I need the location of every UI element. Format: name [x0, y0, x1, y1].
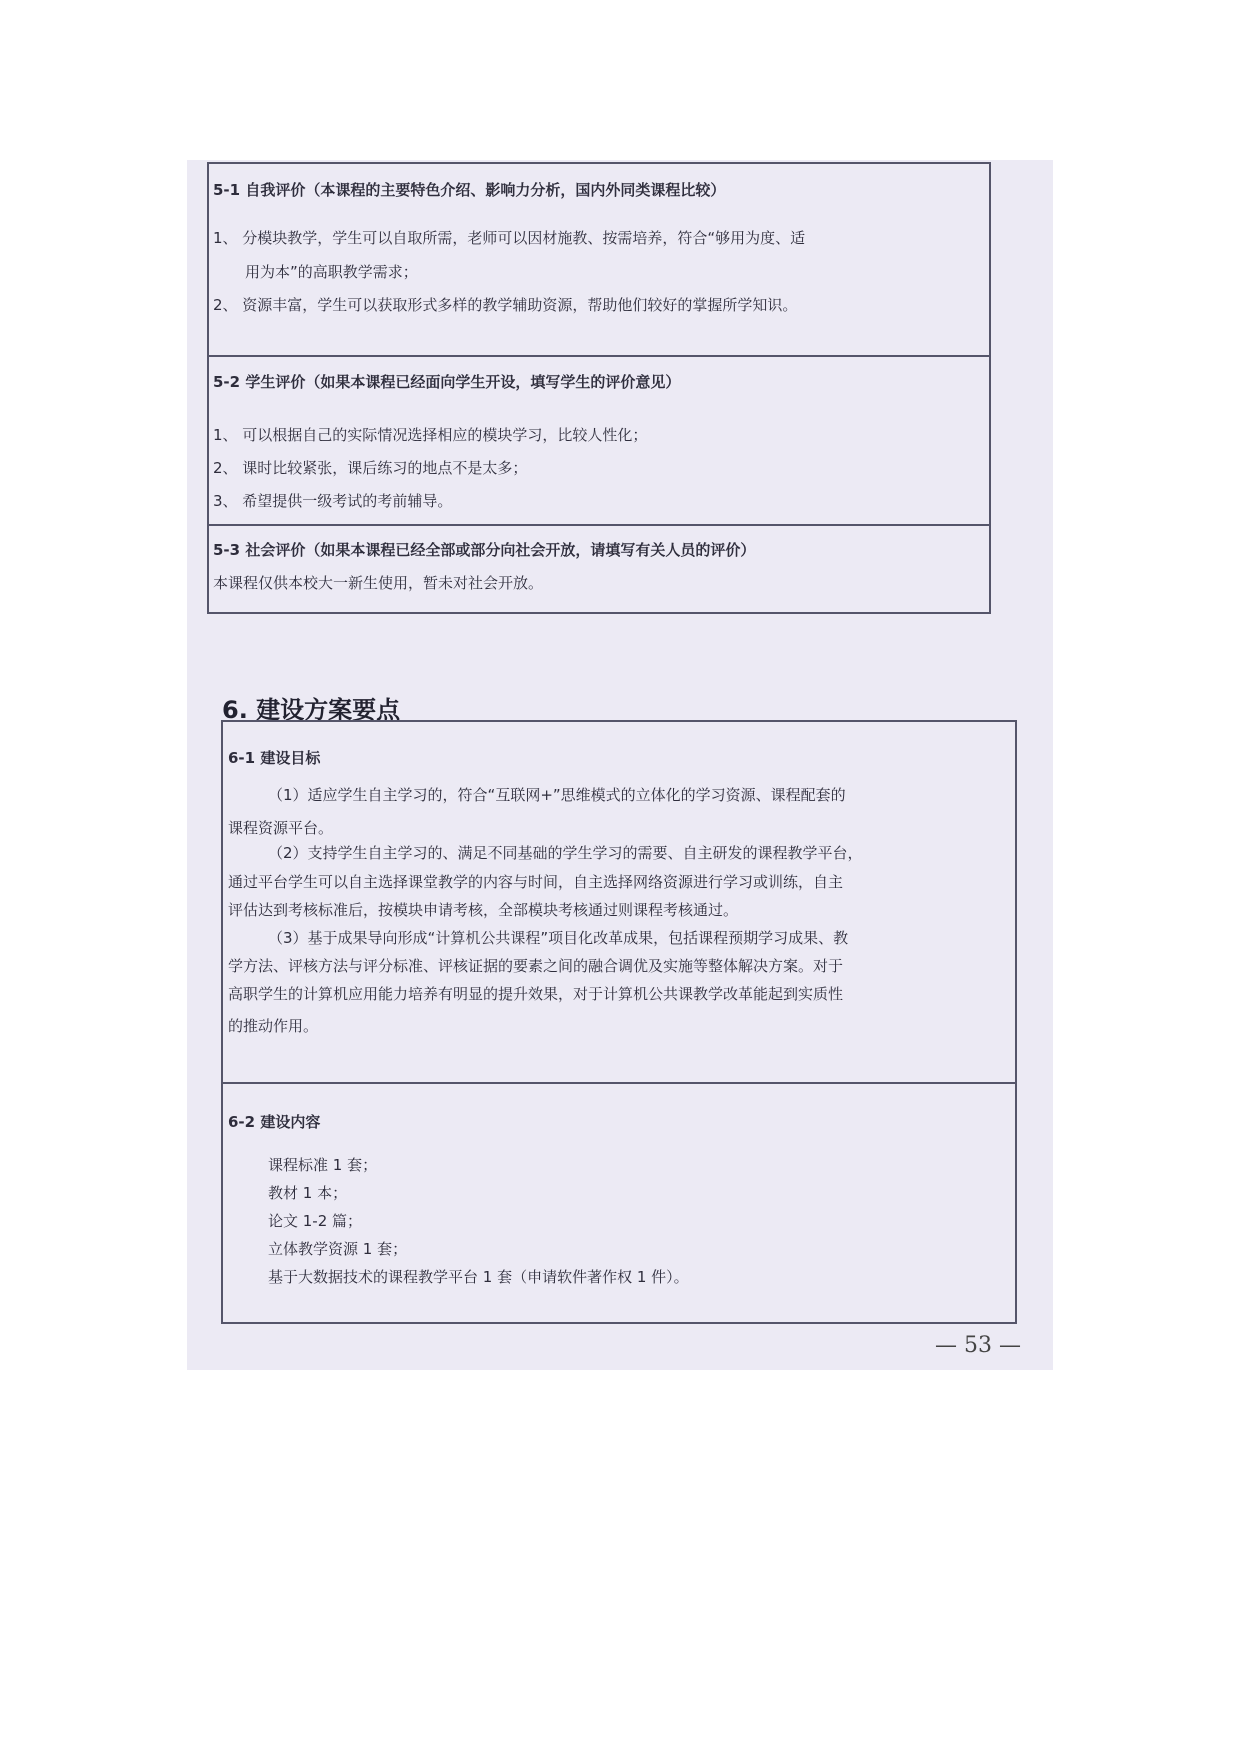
section-6-1-p3-line4: 的推动作用。: [228, 1017, 319, 1035]
section-6-1-p1-line1: （1）适应学生自主学习的，符合“互联网+”思维模式的立体化的学习资源、课程配套的: [268, 786, 846, 804]
section6-table: [221, 720, 1017, 1324]
section-5-1-title: 5-1 自我评价（本课程的主要特色介绍、影响力分析，国内外同类课程比较）: [213, 181, 726, 199]
section-6-1-p1-line2: 课程资源平台。: [228, 819, 334, 837]
divider-5-1-5-2: [207, 355, 989, 357]
section-6-2-item: 教材 1 本；: [268, 1184, 348, 1202]
section-6-1-title: 6-1 建设目标: [228, 749, 321, 767]
section-6-1-p3-line1: （3）基于成果导向形成“计算机公共课程”项目化改革成果，包括课程预期学习成果、教: [268, 929, 849, 947]
section-6-2-item: 论文 1-2 篇；: [268, 1212, 363, 1230]
section-6-1-p3-line3: 高职学生的计算机应用能力培养有明显的提升效果，对于计算机公共课教学改革能起到实质性: [228, 985, 844, 1003]
section-6-1-p2-line2: 通过平台学生可以自主选择课堂教学的内容与时间，自主选择网络资源进行学习或训练，自主: [228, 873, 844, 891]
divider-6-1-6-2: [221, 1082, 1015, 1084]
section-6-2-item: 课程标准 1 套；: [268, 1156, 378, 1174]
section-5-2-item2: 2、 课时比较紧张，课后练习的地点不是太多；: [213, 459, 528, 477]
section-6-1-p2-line1: （2）支持学生自主学习的、满足不同基础的学生学习的需要、自主研发的课程教学平台，: [268, 844, 863, 862]
section-5-2-item3: 3、 希望提供一级考试的考前辅导。: [213, 492, 453, 510]
divider-5-2-5-3: [207, 524, 989, 526]
section-6-heading: 6. 建设方案要点: [222, 696, 401, 724]
section-6-1-p3-line2: 学方法、评核方法与评分标准、评核证据的要素之间的融合调优及实施等整体解决方案。对于: [228, 957, 844, 975]
section-6-2-title: 6-2 建设内容: [228, 1113, 321, 1131]
section-5-3-title: 5-3 社会评价（如果本课程已经全部或部分向社会开放，请填写有关人员的评价）: [213, 541, 756, 559]
section-5-2-item1: 1、 可以根据自己的实际情况选择相应的模块学习，比较人性化；: [213, 426, 648, 444]
section-5-1-item1-line2: 用为本”的高职教学需求；: [245, 263, 418, 281]
section-5-1-item1-line1: 1、 分模块教学，学生可以自取所需，老师可以因材施教、按需培养，符合“够用为度、适: [213, 229, 806, 247]
section-5-3-text: 本课程仅供本校大一新生使用，暂未对社会开放。: [213, 574, 544, 592]
section-6-2-item: 立体教学资源 1 套；: [268, 1240, 408, 1258]
section-6-2-item: 基于大数据技术的课程教学平台 1 套（申请软件著作权 1 件）。: [268, 1268, 689, 1286]
section-5-2-title: 5-2 学生评价（如果本课程已经面向学生开设，填写学生的评价意见）: [213, 373, 681, 391]
page-number: — 53 —: [935, 1333, 1021, 1358]
section-5-1-item2: 2、 资源丰富，学生可以获取形式多样的教学辅助资源，帮助他们较好的掌握所学知识。: [213, 296, 798, 314]
section-6-1-p2-line3: 评估达到考核标准后，按模块申请考核，全部模块考核通过则课程考核通过。: [228, 901, 739, 919]
